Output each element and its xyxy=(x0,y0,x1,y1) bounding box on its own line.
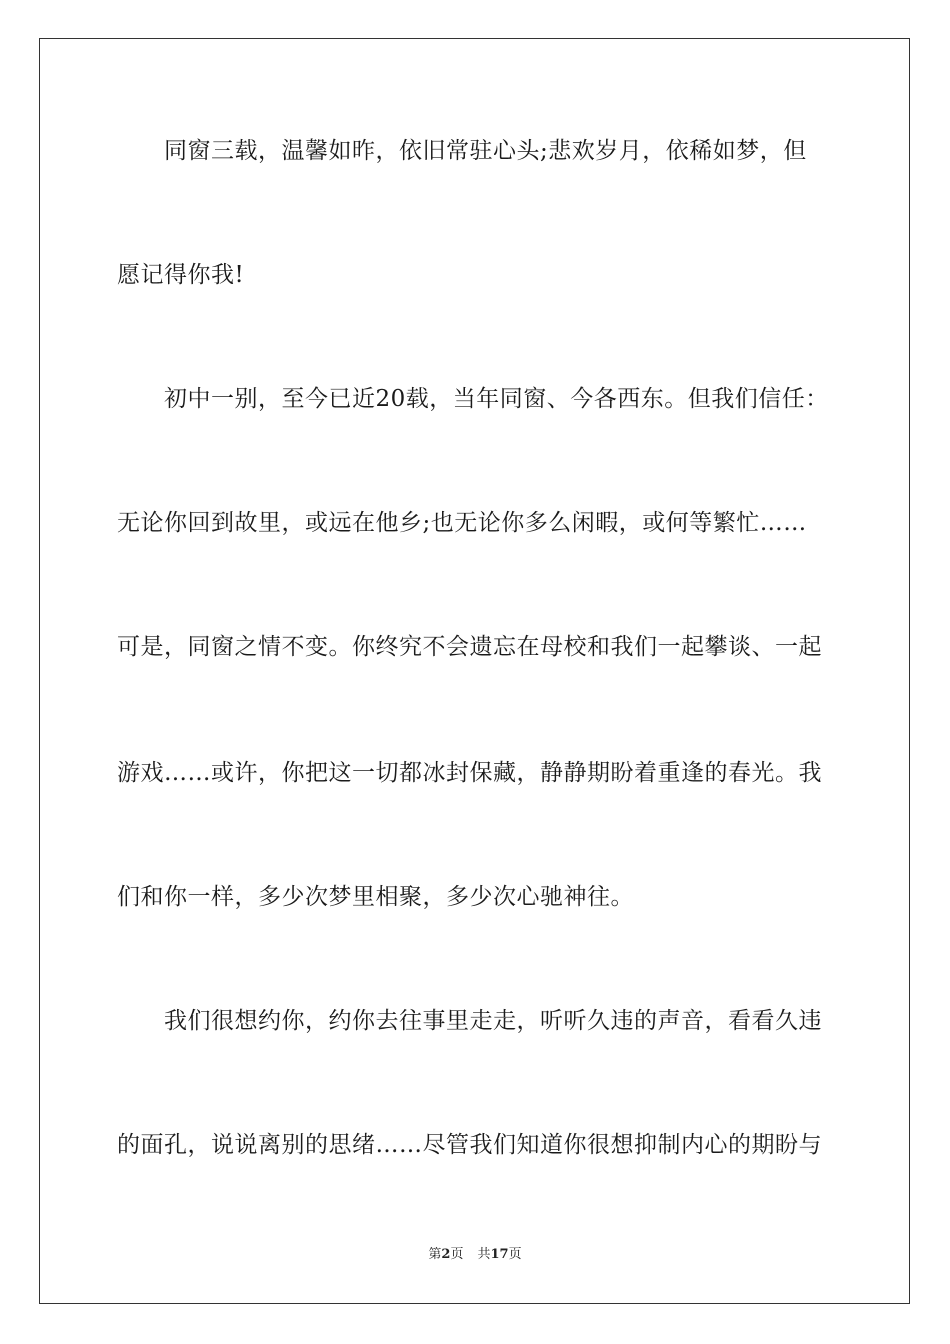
paragraph-line: 们和你一样，多少次梦里相聚，多少次心驰神往。 xyxy=(117,884,634,910)
paragraph-line: 我们很想约你，约你去往事里走走，听听久违的声音，看看久违 xyxy=(164,1008,822,1034)
page-border xyxy=(39,38,910,1304)
total-suffix: 页 xyxy=(508,1247,522,1262)
paragraph-line: 无论你回到故里，或远在他乡;也无论你多么闲暇，或何等繁忙…… xyxy=(117,510,807,536)
total-pages-number: 17 xyxy=(490,1247,509,1262)
paragraph-line: 同窗三载，温馨如昨，依旧常驻心头;悲欢岁月，依稀如梦，但 xyxy=(164,138,807,164)
paragraph-line: 初中一别，至今已近20载，当年同窗、今各西东。但我们信任： xyxy=(164,386,829,412)
page-footer xyxy=(0,1246,950,1264)
paragraph-line: 可是，同窗之情不变。你终究不会遗忘在母校和我们一起攀谈、一起 xyxy=(117,634,822,660)
paragraph-line: 的面孔，说说离别的思绪……尽管我们知道你很想抑制内心的期盼与 xyxy=(117,1132,822,1158)
page-prefix: 第 xyxy=(428,1247,442,1262)
page-suffix: 页 xyxy=(450,1247,464,1262)
current-page-number: 2 xyxy=(441,1247,451,1262)
total-prefix: 共 xyxy=(477,1247,491,1262)
paragraph-line: 游戏……或许，你把这一切都冰封保藏，静静期盼着重逢的春光。我 xyxy=(117,760,822,786)
paragraph-line: 愿记得你我! xyxy=(117,262,245,288)
